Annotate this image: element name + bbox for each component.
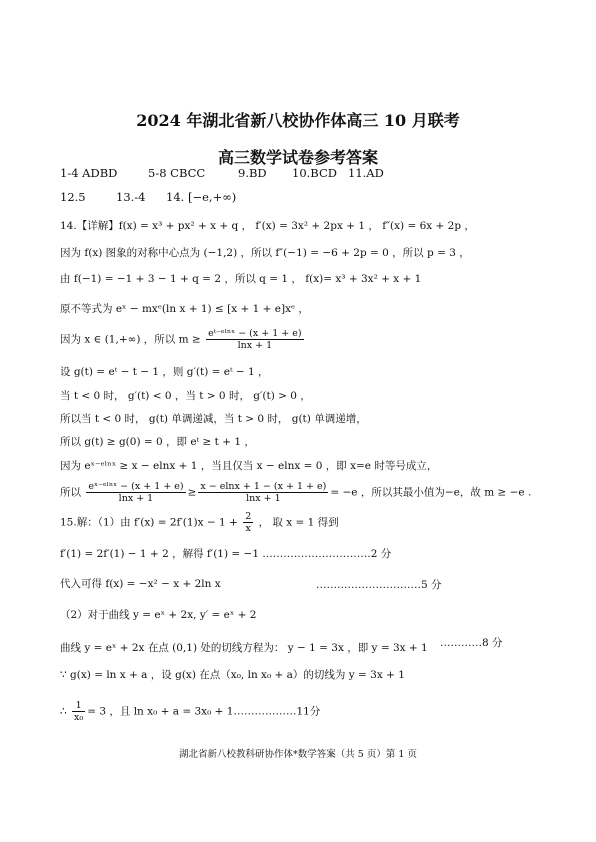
answer-9: 9.BD [238,166,267,180]
page-subtitle: 高三数学试卷参考答案 [217,148,378,167]
answer-11: 11.AD [348,166,384,180]
answers-row-2 [60,190,236,204]
q14-label: 14.【详解】 [60,220,119,232]
q15-line-7: ∴ $\frac{1}{\text{x₀}}$ = 3 ，且 ln x₀ + a = 3x₀ + 1………………11分 [60,700,321,723]
q14-line-2: 因为 f(x) 图象的对称中心点为 (−1,2) ，所以 f″(−1) = −6 + 2p = 0 ，所以 p = 3 ， [60,247,470,259]
answer-14-label: 14. [166,190,185,204]
fraction: $\frac{1}{\text{x₀}}$ [74,700,84,723]
q14-line-9: 所以 g(t) ≥ g(0) = 0 ，即 eᵗ ≥ t + 1 ， [60,436,255,448]
q14-line-11: 所以 $\frac{\text{eˣ⁻ᵉˡⁿˣ − (x + 1 + e)}}{\ln x + 1}$ ≥ $\frac{x - elnx + 1 - (x + 1 + e)}{\ln x + 1}$ = −e ，所以其最小值为−e，故 m ≥ −e . [60,481,532,504]
fraction: $\frac{\text{eᵗ⁻ᵉˡⁿˣ − (x + 1 + e)}}{\ln x + 1}$ [208,328,302,351]
score-8: …………8 分 [440,637,503,649]
answer-10: 10.BCD [292,166,337,180]
q14-line-10: 因为 eˣ⁻ᵉˡⁿˣ ≥ x − elnx + 1 ，当且仅当 x − elnx = 0 ，即 x=e 时等号成立， [60,460,438,472]
answer-12: 12.5 [60,190,86,204]
q14-line-4: 原不等式为 eˣ − mxᵉ(ln x + 1) ≤ [x + 1 + e]xᵉ ， [60,303,309,315]
answer-14: [−e,+∞) [188,190,237,204]
q15-line-4: （2）对于曲线 y = eˣ + 2x, y′ = eˣ + 2 [60,609,257,621]
q15-line-1: 15.解：（1）由 f′(x) = 2f′(1)x − 1 + $\frac{2}{x}$ ， 取 x = 1 得到 [60,511,339,534]
page-title: 2024 年湖北省新八校协作体高三 10 月联考 [136,111,460,130]
q14-line-7: 当 t < 0 时， g′(t) < 0 ，当 t > 0 时， g′(t) > 0 ， [60,390,311,402]
page-footer: 湖北省新八校教科研协作体*数学答案（共 5 页）第 1 页 [179,749,417,760]
q14-line-3: 由 f(−1) = −1 + 3 − 1 + q = 2 ，所以 q = 1 ， f(x)= x³ + 3x² + x + 1 [60,273,422,285]
q15-line-6: ∵ g(x) = ln x + a ，设 g(x) 在点（x₀, ln x₀ + a）的切线为 y = 3x + 1 [60,669,405,681]
q15-line-3: 代入可得 f(x) = −x² − x + 2ln x [60,578,221,590]
q15-line-2: f′(1) = 2f′(1) − 1 + 2 ，解得 f′(1) = −1 .…………………………2 分 [60,548,392,560]
q14-line-8: 所以当 t < 0 时， g(t) 单调递减，当 t > 0 时， g(t) 单调递增， [60,413,367,425]
fraction: $\frac{\text{eˣ⁻ᵉˡⁿˣ − (x + 1 + e)}}{\ln x + 1}$ [88,481,184,504]
fraction: $\frac{2}{x}$ [245,511,252,534]
q15-line-5: 曲线 y = eˣ + 2x 在点 (0,1) 处的切线方程为： y − 1 = 3x ，即 y = 3x + 1 [60,642,428,654]
answers-row-1 [60,166,384,180]
answer-5-8: 5-8 CBCC [148,166,206,180]
answer-13: 13.-4 [116,190,146,204]
answer-1-4: 1-4 ADBD [60,166,118,180]
fraction: $\frac{x - elnx + 1 - (x + 1 + e)}{\ln x + 1}$ [200,481,327,504]
q14-line-6: 设 g(t) = eᵗ − t − 1 ，则 g′(t) = eᵗ − 1 ， [60,366,269,378]
q14-line-1: 14.【详解】f(x) = x³ + px² + x + q ， f′(x) = 3x² + 2px + 1 ， f″(x) = 6x + 2p ， [60,220,475,232]
score-5: …………………………5 分 [316,579,442,591]
q14-line-5: 因为 x ∈ (1,+∞) ，所以 m ≥ $\frac{\text{eᵗ⁻ᵉˡⁿˣ − (x + 1 + e)}}{\ln x + 1}$ [60,328,302,351]
